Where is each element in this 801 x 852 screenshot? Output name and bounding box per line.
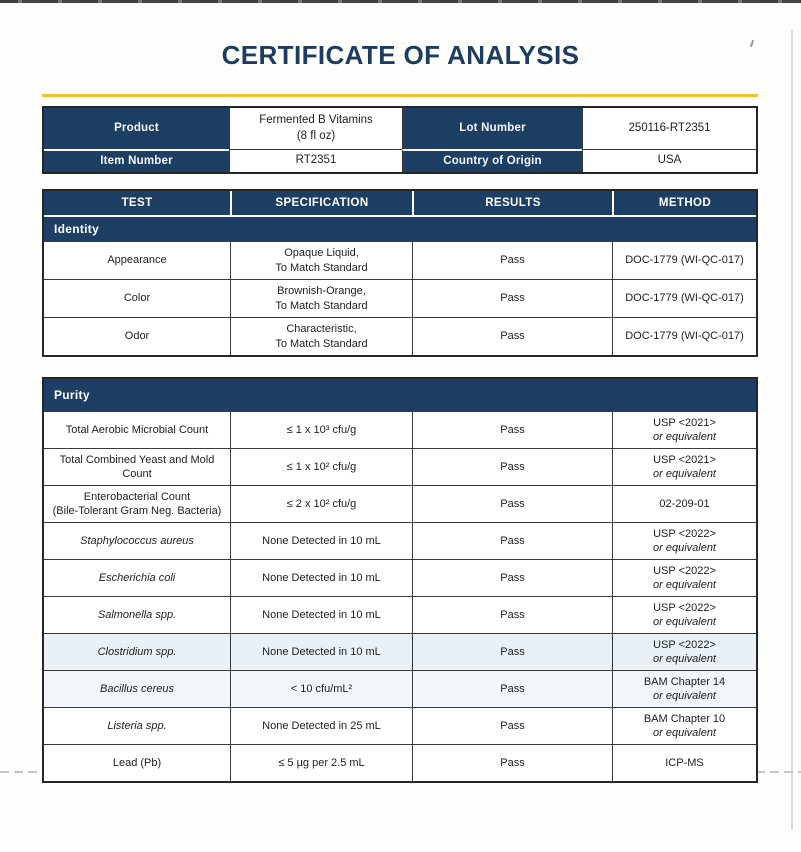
specification: ≤ 1 x 10³ cfu/g <box>230 412 412 448</box>
test-name: Odor <box>124 330 150 343</box>
specification: None Detected in 10 mL <box>230 634 412 670</box>
test-table-header-row <box>44 191 756 215</box>
method-line1: USP <2022> <box>653 564 716 577</box>
result: Pass <box>412 560 612 596</box>
method-line2: or equivalent <box>653 690 716 702</box>
method <box>612 412 756 448</box>
result: Pass <box>412 671 612 707</box>
test-name: Salmonella spp. <box>97 608 177 621</box>
result: Pass <box>412 634 612 670</box>
result: Pass <box>412 412 612 448</box>
lot-number-value: 250116-RT2351 <box>582 108 756 149</box>
result: Pass <box>412 449 612 485</box>
method-line1: USP <2022> <box>653 527 716 540</box>
result: Pass <box>412 708 612 744</box>
scan-edge-right <box>791 30 793 830</box>
header-results: RESULTS <box>412 191 612 215</box>
test-name: Bacillus cereus <box>44 671 230 707</box>
purity-row-listeria <box>44 707 756 744</box>
result: Pass <box>412 280 612 317</box>
item-number-value: RT2351 <box>229 149 402 172</box>
gold-divider <box>42 94 758 97</box>
method <box>612 560 756 596</box>
method <box>612 449 756 485</box>
lot-number-label: Lot Number <box>402 108 582 149</box>
result: Pass <box>412 318 612 355</box>
method <box>612 523 756 559</box>
specification: None Detected in 10 mL <box>230 523 412 559</box>
header-method: METHOD <box>612 191 756 215</box>
method-line1: BAM Chapter 14 <box>643 675 726 688</box>
method <box>612 597 756 633</box>
method-line2: or equivalent <box>653 468 716 480</box>
test-name: Lead (Pb) <box>112 756 162 769</box>
method-line1: USP <2022> <box>653 638 716 651</box>
method-line2: or equivalent <box>653 616 716 628</box>
method: DOC-1779 (WI-QC-017) <box>612 280 756 317</box>
method-line2: or equivalent <box>653 431 716 443</box>
scan-edge-top <box>0 0 801 3</box>
specification <box>230 318 412 355</box>
purity-row-lead <box>44 744 756 781</box>
country-of-origin-label: Country of Origin <box>402 149 582 172</box>
test-name: Listeria spp. <box>107 719 167 732</box>
specification: None Detected in 10 mL <box>230 560 412 596</box>
method: 02-209-01 <box>612 486 756 522</box>
purity-section-bar <box>44 379 756 411</box>
specification: ≤ 2 x 10² cfu/g <box>230 486 412 522</box>
method-line1: USP <2022> <box>653 601 716 614</box>
method-line1: USP <2021> <box>653 453 716 466</box>
result: Pass <box>412 486 612 522</box>
spec-line1: Brownish-Orange, <box>277 285 366 298</box>
identity-row-appearance <box>44 241 756 279</box>
certificate-title: CERTIFICATE OF ANALYSIS <box>221 40 580 70</box>
result: Pass <box>412 745 612 781</box>
identity-section-label: Identity <box>54 222 100 236</box>
method <box>612 671 756 707</box>
purity-section-label: Purity <box>54 388 90 402</box>
method-line2: or equivalent <box>653 579 716 591</box>
method-line2: or equivalent <box>653 653 716 665</box>
product-info-row-1 <box>44 108 756 149</box>
identity-row-color <box>44 279 756 317</box>
test-line2: Count <box>122 468 152 480</box>
item-number-label: Item Number <box>44 149 229 172</box>
method: DOC-1779 (WI-QC-017) <box>612 318 756 355</box>
purity-row-bacillus <box>44 670 756 707</box>
specification: < 10 cfu/mL² <box>230 671 412 707</box>
product-value-line1: Fermented B Vitamins <box>259 113 373 126</box>
product-value <box>229 108 402 149</box>
test-line1: Total Combined Yeast and Mold <box>59 453 215 466</box>
identity-test-table <box>42 189 758 357</box>
specification: None Detected in 25 mL <box>230 708 412 744</box>
specification: ≤ 1 x 10² cfu/g <box>230 449 412 485</box>
method-line2: or equivalent <box>653 727 716 739</box>
method: ICP-MS <box>612 745 756 781</box>
product-value-line2: (8 fl oz) <box>296 129 336 142</box>
specification <box>230 242 412 279</box>
test-line2: (Bile-Tolerant Gram Neg. Bacteria) <box>52 505 222 517</box>
method: DOC-1779 (WI-QC-017) <box>612 242 756 279</box>
result: Pass <box>412 523 612 559</box>
spec-line1: Characteristic, <box>286 323 357 336</box>
method-line1: BAM Chapter 10 <box>643 712 726 725</box>
test-name: Total Aerobic Microbial Count <box>65 423 209 436</box>
test-name: Clostridium spp. <box>44 634 230 670</box>
header-specification: SPECIFICATION <box>230 191 412 215</box>
spec-line2: To Match Standard <box>275 299 368 312</box>
product-info-row-2 <box>44 149 756 172</box>
specification: ≤ 5 µg per 2.5 mL <box>230 745 412 781</box>
method-line1: USP <2021> <box>653 416 716 429</box>
purity-test-table <box>42 377 758 783</box>
product-info-table <box>42 106 758 174</box>
test-name <box>44 449 230 485</box>
purity-row-staphylococcus <box>44 522 756 559</box>
purity-row-escherichia <box>44 559 756 596</box>
identity-section-bar <box>44 215 756 241</box>
test-name: Color <box>123 292 151 305</box>
purity-row-yeast-mold <box>44 448 756 485</box>
identity-row-odor <box>44 317 756 355</box>
test-name <box>44 486 230 522</box>
purity-row-enterobacterial <box>44 485 756 522</box>
test-name: Appearance <box>107 254 167 267</box>
test-line1: Enterobacterial Count <box>83 490 191 503</box>
specification <box>230 280 412 317</box>
purity-row-salmonella <box>44 596 756 633</box>
product-label: Product <box>44 108 229 149</box>
test-name: Escherichia coli <box>98 571 176 584</box>
method <box>612 708 756 744</box>
spec-line2: To Match Standard <box>275 337 368 350</box>
purity-row-total-aerobic <box>44 411 756 448</box>
method-line2: or equivalent <box>653 542 716 554</box>
header-test: TEST <box>44 191 230 215</box>
specification: None Detected in 10 mL <box>230 597 412 633</box>
spec-line1: Opaque Liquid, <box>284 247 359 260</box>
method <box>612 634 756 670</box>
result: Pass <box>412 242 612 279</box>
purity-row-clostridium <box>44 633 756 670</box>
spec-line2: To Match Standard <box>275 261 368 274</box>
result: Pass <box>412 597 612 633</box>
country-of-origin-value: USA <box>582 149 756 172</box>
test-name: Staphylococcus aureus <box>80 534 194 547</box>
